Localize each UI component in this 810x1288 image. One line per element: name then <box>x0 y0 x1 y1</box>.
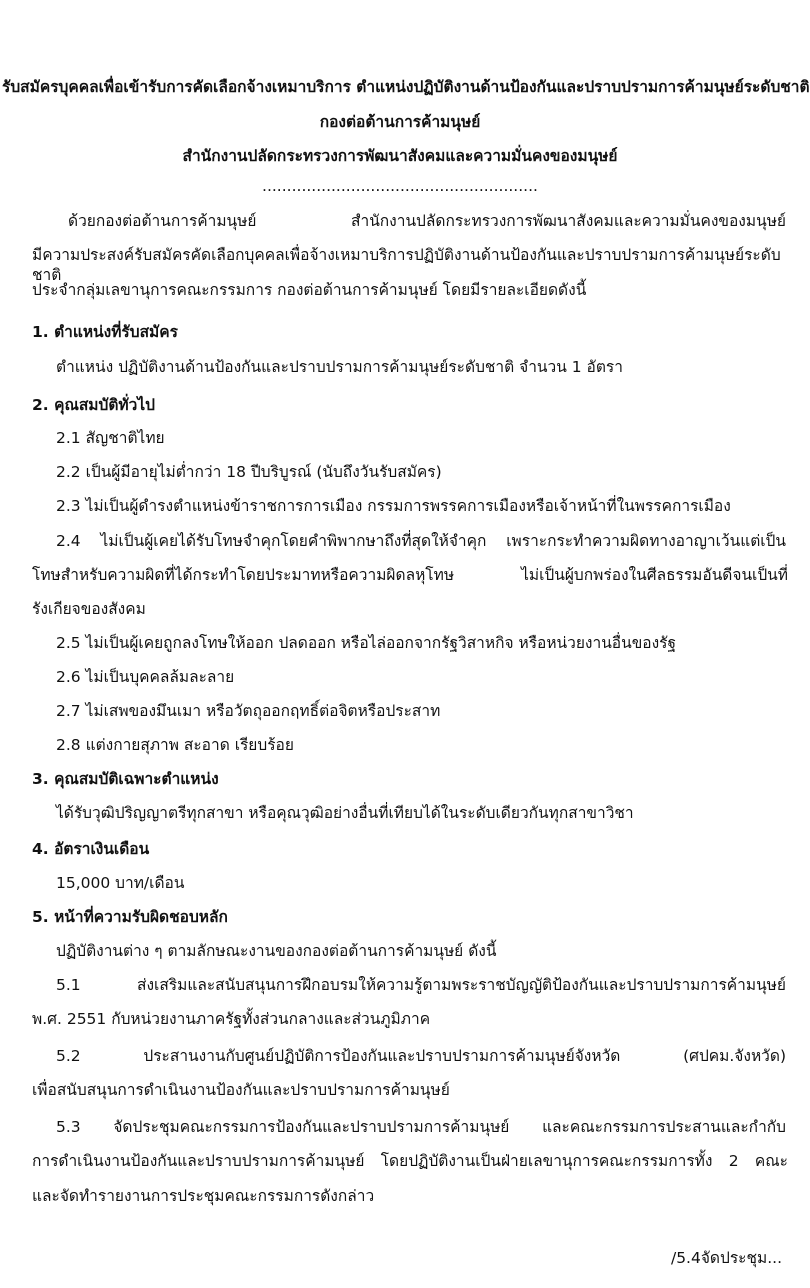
document-title: รับสมัครบุคคลเพื่อเข้ารับการคัดเลือกจ้างเหมาบริการ ตำแหน่งปฏิบัติงานด้านป้องกันและปราบปรามการค้ามนุษย์ระดับชาติ <box>2 78 810 96</box>
section-heading: 5. หน้าที่ความรับผิดชอบหลัก <box>32 908 228 926</box>
section-text: ได้รับวุฒิปริญญาตรีทุกสาขา หรือคุณวุฒิอย่างอื่นที่เทียบได้ในระดับเดียวกันทุกสาขาวิชา <box>56 804 634 822</box>
list-item: 2.7 ไม่เสพของมึนเมา หรือวัตถุออกฤทธิ์ต่อจิตหรือประสาท <box>56 702 441 720</box>
section-heading: 3. คุณสมบัติเฉพาะตำแหน่ง <box>32 770 219 788</box>
list-item: 2.4 ไม่เป็นผู้เคยได้รับโทษจำคุกโดยคำพิพากษาถึงที่สุดให้จำคุก เพราะกระทำความผิดทางอาญาเว้นแต่เป็น <box>56 532 786 550</box>
intro-line: ประจำกลุ่มเลขานุการคณะกรรมการ กองต่อต้านการค้ามนุษย์ โดยมีรายละเอียดดังนี้ <box>32 281 587 299</box>
section-heading: 4. อัตราเงินเดือน <box>32 840 150 858</box>
list-item: 2.8 แต่งกายสุภาพ สะอาด เรียบร้อย <box>56 736 294 754</box>
list-item: 2.5 ไม่เป็นผู้เคยถูกลงโทษให้ออก ปลดออก หรือไล่ออกจากรัฐวิสาหกิจ หรือหน่วยงานอื่นของรัฐ <box>56 634 677 652</box>
duty-line: พ.ศ. 2551 กับหน่วยงานภาครัฐทั้งส่วนกลางและส่วนภูมิภาค <box>32 1010 431 1028</box>
duty-line: การดำเนินงานป้องกันและปราบปรามการค้ามนุษย์ โดยปฏิบัติงานเป็นฝ่ายเลขานุการคณะกรรมการทั้ง 2 คณะ <box>32 1152 788 1170</box>
separator-dots: ........................................................ <box>262 177 538 195</box>
section-text: ตำแหน่ง ปฏิบัติงานด้านป้องกันและปราบปรามการค้ามนุษย์ระดับชาติ จำนวน 1 อัตรา <box>56 358 623 376</box>
list-item: 2.2 เป็นผู้มีอายุไม่ต่ำกว่า 18 ปีบริบูรณ์ (นับถึงวันรับสมัคร) <box>56 463 442 481</box>
section-text: ปฏิบัติงานต่าง ๆ ตามลักษณะงานของกองต่อต้านการค้ามนุษย์ ดังนี้ <box>56 942 497 960</box>
list-item: 2.6 ไม่เป็นบุคคลล้มละลาย <box>56 668 235 686</box>
list-item-cont: โทษสำหรับความผิดที่ได้กระทำโดยประมาทหรือความผิดลหุโทษ ไม่เป็นผู้บกพร่องในศีลธรรมอันดีจนเป็นที่ <box>32 566 788 584</box>
office-name: สำนักงานปลัดกระทรวงการพัฒนาสังคมและความมั่นคงของมนุษย์ <box>182 147 618 165</box>
duty-line: และจัดทำรายงานการประชุมคณะกรรมการดังกล่าว <box>32 1187 375 1205</box>
duty-line: 5.2 ประสานงานกับศูนย์ปฏิบัติการป้องกันและปราบปรามการค้ามนุษย์จังหวัด (ศปคม.จังหวัด) <box>56 1047 786 1065</box>
duty-line: เพื่อสนับสนุนการดำเนินงานป้องกันและปราบปรามการค้ามนุษย์ <box>32 1081 450 1099</box>
duty-line: 5.1 ส่งเสริมและสนับสนุนการฝึกอบรมให้ความรู้ตามพระราชบัญญัติป้องกันและปราบปรามการค้ามนุษย์ <box>56 976 786 994</box>
section-heading: 2. คุณสมบัติทั่วไป <box>32 396 155 414</box>
salary-text: 15,000 บาท/เดือน <box>56 874 185 892</box>
continued-marker: /5.4จัดประชุม... <box>670 1249 782 1267</box>
division-name: กองต่อต้านการค้ามนุษย์ <box>319 113 481 131</box>
intro-line: มีความประสงค์รับสมัครคัดเลือกบุคคลเพื่อจ้างเหมาบริการปฏิบัติงานด้านป้องกันและปราบปรามการค้ามนุษย์ระดับชาติ <box>32 246 781 284</box>
duty-line: 5.3 จัดประชุมคณะกรรมการป้องกันและปราบปรามการค้ามนุษย์ และคณะกรรมการประสานและกำกับ <box>56 1118 786 1136</box>
list-item-cont: รังเกียจของสังคม <box>32 600 146 618</box>
intro-line: ด้วยกองต่อต้านการค้ามนุษย์ สำนักงานปลัดกระทรวงการพัฒนาสังคมและความมั่นคงของมนุษย์ <box>68 212 786 230</box>
section-heading: 1. ตำแหน่งที่รับสมัคร <box>32 323 178 341</box>
list-item: 2.3 ไม่เป็นผู้ดำรงตำแหน่งข้าราชการการเมือง กรรมการพรรคการเมืองหรือเจ้าหน้าที่ในพรรคการเมือง <box>56 497 731 515</box>
list-item: 2.1 สัญชาติไทย <box>56 429 165 447</box>
